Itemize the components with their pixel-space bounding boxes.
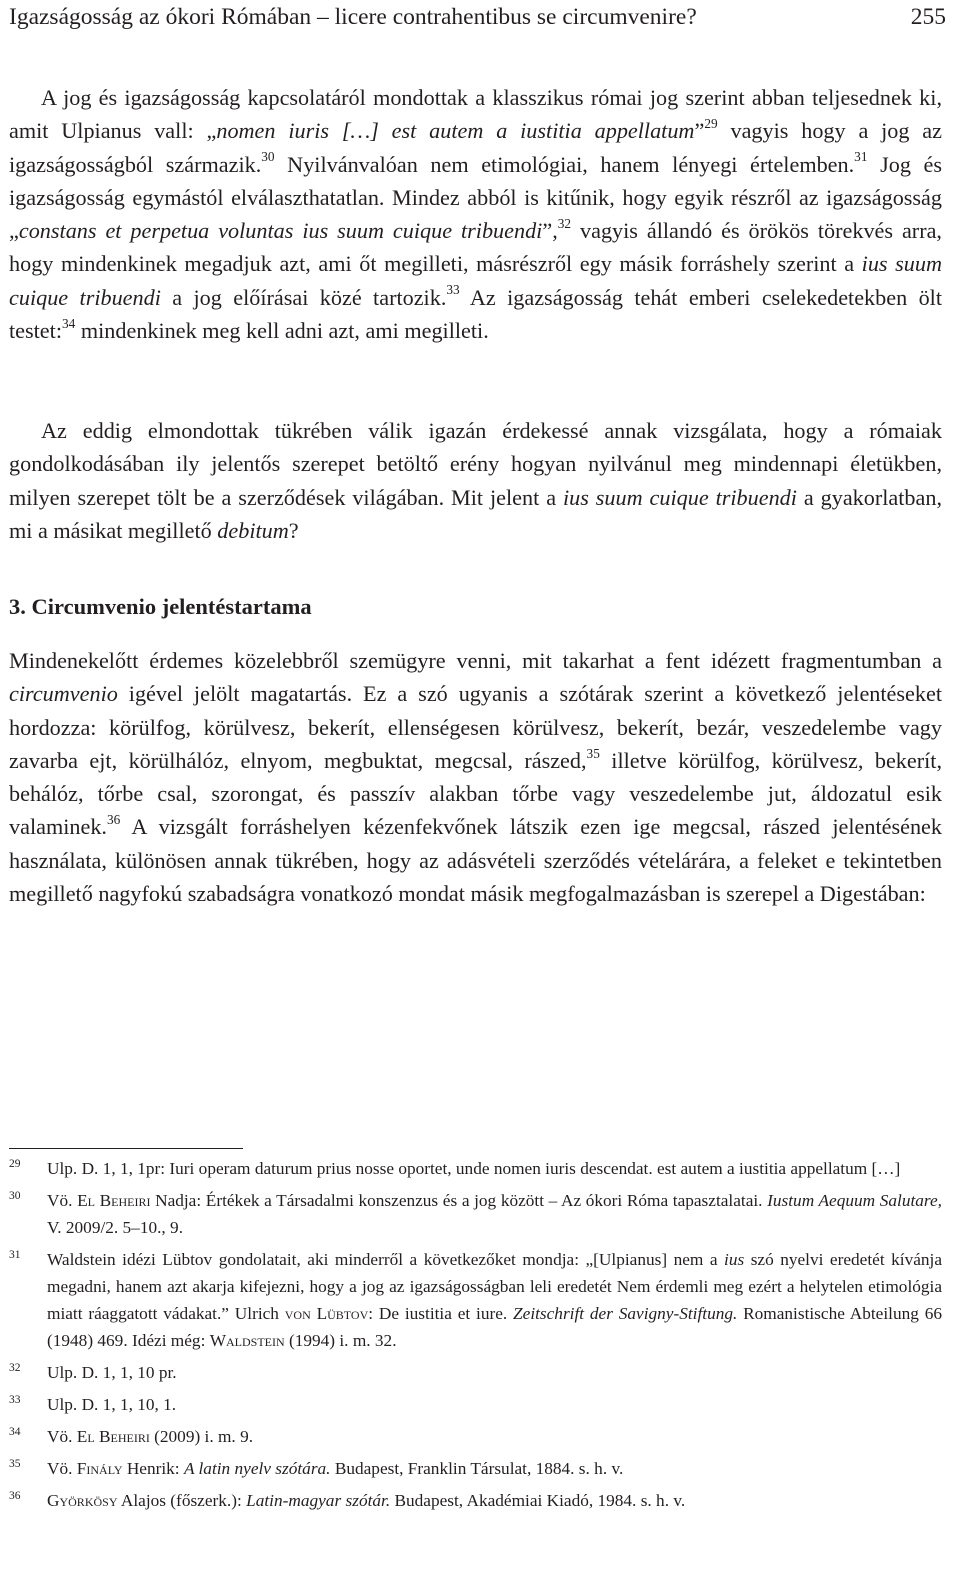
author-name: Waldstein [209,1331,285,1350]
latin-phrase: ius suum cuique tribuendi [562,484,797,510]
author-name: Györkösy [47,1491,118,1510]
book-title: Latin-magyar szótár. [246,1491,391,1510]
page-number: 255 [910,4,946,30]
footnote-number: 36 [9,1490,21,1502]
text-run: vagyis hogy a jog az igazságosságból származik. [9,118,943,177]
footnote-number: 31 [9,1249,21,1261]
text-run: A jog és igazságosság kapcsolatáról mondottak a klasszikus római jog szerint abban teljesednek ki, amit Ulpianus vall: „ [9,85,942,144]
footnote-separator [9,1148,243,1149]
section-heading: 3. Circumvenio jelentéstartama [9,594,312,619]
footnote-number: 32 [9,1362,21,1374]
latin-word: debitum [217,517,289,543]
text-run: igével jelölt magatartás. Ez a szó ugyanis a szótárak szerint a következő jelentéseket hordozza: körülfog, körülvesz, bekerít, ellenségesen körülvesz, bekerít, bezár, veszedelembe vagy zavarba ejt, körülhálóz, elnyom, megbuktat, megcsal, rászed, [9,681,942,773]
footnote-34 [9,1423,942,1450]
text-run: V. 2009/2. 5–10., 9. [47,1218,184,1237]
footnote-ref-31[interactable]: 31 [854,149,868,165]
text-run: (2009) i. m. 9. [149,1427,254,1446]
footnote-number: 33 [9,1394,21,1406]
footnote-ref-32[interactable]: 32 [557,215,572,231]
footnote-35 [9,1455,942,1482]
footnote-31 [9,1246,942,1354]
latin-word: circumvenio [9,681,118,707]
book-title: A latin nyelv szótára. [183,1459,331,1478]
text-run: illetve körülfog, körülvesz, bekerít, behálóz, tőrbe csal, szorongat, és passzív alakban tőrbe vagy veszedelembe jut, áldozatul esik valaminek. [9,747,942,840]
text-run: Vö. [47,1191,78,1210]
footnote-33 [9,1391,942,1418]
footnote-number: 30 [9,1190,21,1202]
text-run: : De iustitia et iure. [368,1304,514,1323]
text-run: ” [694,118,705,144]
latin-phrase: ius suum cuique tribuendi [9,251,942,310]
footnote-text: Ulp. D. 1, 1, 10, 1. [47,1395,177,1414]
footnote-29 [9,1155,942,1182]
text-run: a jog előírásai közé tartozik. [160,284,447,310]
text-run: Budapest, Akadémiai Kiadó, 1984. s. h. v. [390,1491,686,1510]
footnote-ref-36[interactable]: 36 [106,812,121,828]
text-run: Budapest, Franklin Társulat, 1884. s. h. v. [330,1459,624,1478]
text-run: szó nyelvi eredetét kívánja megadni, hanem azt akarja kifejezni, hogy a jog az igazságosságban leli eredetét Nem érdemli meg ezért a helytelen etimológia miatt ráaggatott vádakat.” Ulrich [47,1250,942,1323]
text-run: Mindenekelőtt érdemes közelebbről szemügyre venni, mit takarhat a fent idézett fragmentumban a [9,648,942,673]
text-run: ? [288,517,299,543]
text-run: Jog és igazságosság egymástól elválaszthatatlan. Mindez abból is kitűnik, hogy egyik részről az igazságosság „ [9,151,942,244]
latin-quote: constans et perpetua voluntas ius suum cuique tribuendi [18,218,543,244]
paragraph-justice-and-law [9,81,942,347]
text-run: Waldstein idézi Lübtov gondolatait, aki minderről a következőket mondja: „[Ulpianus] nem a [47,1250,725,1269]
footnote-ref-29[interactable]: 29 [704,115,718,131]
footnotes [9,1155,942,1519]
paragraph-circumvenio [9,644,942,910]
author-name: Finály [76,1459,123,1478]
author-name: El Beheiri [77,1191,151,1210]
text-run: a gyakorlatban, mi a másikat megillető [9,484,942,543]
text-run: Vö. [47,1427,77,1446]
footnote-number: 29 [9,1158,21,1170]
footnote-text: Ulp. D. 1, 1, 1pr: Iuri operam daturum prius nosse oportet, unde nomen iuris descendat. est autem a iustitia appellatum […] [47,1159,901,1178]
latin-quote: nomen iuris […] est autem a iustitia appellatum [216,118,695,144]
text-run: ”, [542,218,558,244]
footnote-text: Ulp. D. 1, 1, 10 pr. [47,1363,177,1382]
text-run: Az igazságosság tehát emberi cselekedetekben ölt testet: [9,284,942,344]
footnote-ref-34[interactable]: 34 [62,315,76,331]
footnote-ref-33[interactable]: 33 [446,282,460,298]
footnote-number: 35 [9,1458,21,1470]
footnote-ref-30[interactable]: 30 [261,149,275,165]
text-run: mindenkinek meg kell adni azt, ami megilleti. [75,318,489,344]
text-run: Az eddig elmondottak tükrében válik igazán érdekessé annak vizsgálata, hogy a rómaiak gondolkodásában ily jelentős szerepet betöltő erény hogyan nyilvánul meg mindennapi életükben, milyen szerepet tölt be a szerződések világában. Mit jelent a [9,418,942,510]
paragraph-roman-thought [9,414,942,547]
running-title: Igazságosság az ókori Rómában – licere contrahentibus se circumvenire? [9,4,697,30]
text-run: (1994) i. m. 32. [284,1331,397,1350]
author-name: von Lübtov [284,1304,369,1323]
text-run: Vö. [47,1459,77,1478]
latin-word: ius [724,1250,745,1269]
footnote-32 [9,1359,942,1386]
text-run: Nadja: Értékek a Társadalmi konszenzus és a jog között – Az ókori Róma tapasztalatai. [150,1191,768,1210]
text-run: Alajos (főszerk.): [117,1491,247,1510]
text-run: Romanistische Abteilung 66 (1948) 469. Idézi még: [47,1304,942,1350]
footnote-30 [9,1187,942,1241]
text-run: Nyilvánvalóan nem etimológiai, hanem lényegi értelemben. [274,151,855,177]
text-run: vagyis állandó és örökös törekvés arra, hogy mindenkinek megadjuk azt, ami őt megilleti, másrészről egy másik forráshely szerint a [9,218,942,277]
footnote-ref-35[interactable]: 35 [586,745,600,761]
journal-title: Iustum Aequum Salutare, [767,1191,942,1210]
footnote-36 [9,1487,942,1514]
footnote-number: 34 [9,1426,21,1438]
journal-title: Zeitschrift der Savigny-Stiftung. [513,1304,738,1323]
text-run: Henrik: [122,1459,184,1478]
author-name: El Beheiri [76,1427,150,1446]
running-header [9,2,946,32]
text-run: A vizsgált forráshelyen kézenfekvőnek látszik ezen ige megcsal, rászed jelentésének használata, különösen annak tükrében, hogy az adásvételi szerződés vételárára, a feleket e tekintetben megillető nagyfokú szabadságra vonatkozó mondat másik megfogalmazásban is szerepel a Digestában: [9,814,942,907]
